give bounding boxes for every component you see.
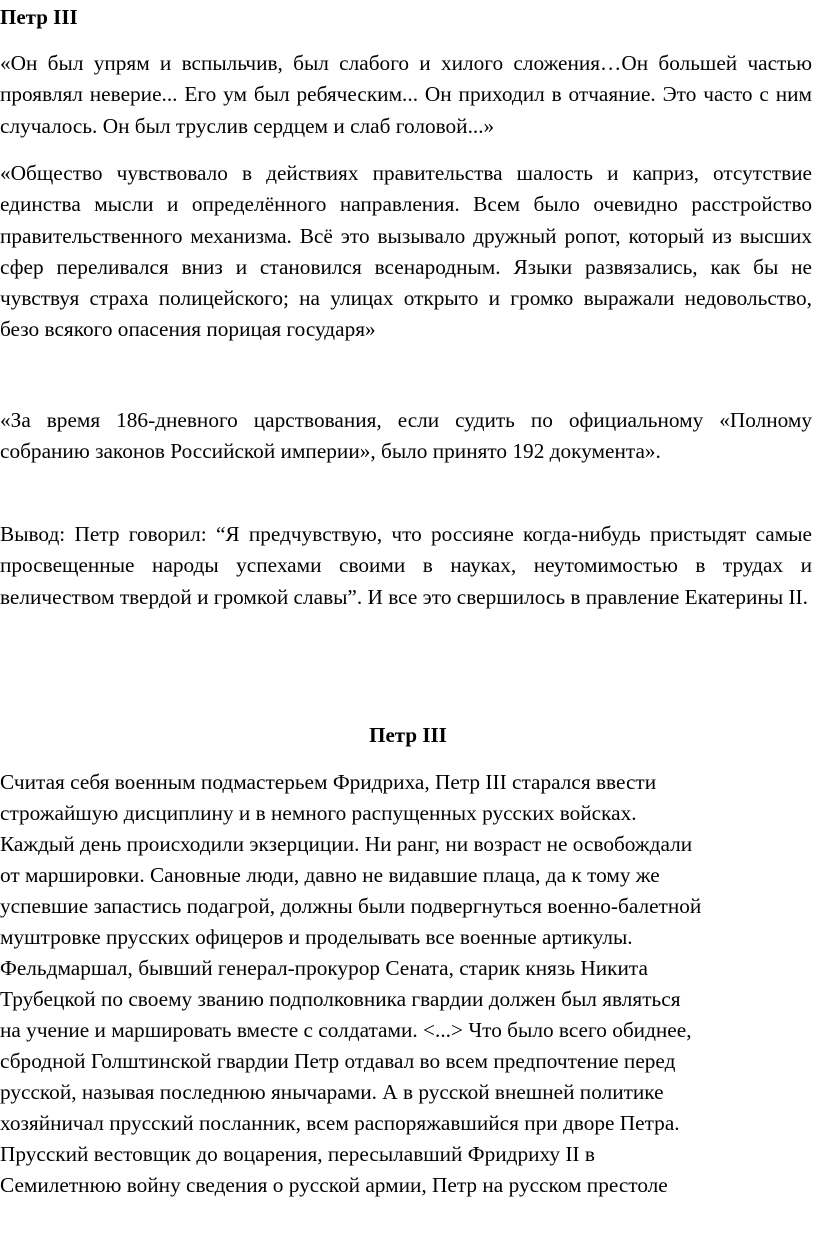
page-title: Петр III (0, 5, 78, 29)
body-line: на учение и маршировать вместе с солдатами. <...> Что было всего обиднее, (0, 1018, 692, 1042)
quote-paragraph-2: «Общество чувствовало в действиях правительства шалость и каприз, отсутствие единства мысли и определённого направления. Всем было очевидно расстройство правительственного механизма. Всё это вызывало дружный ропот, который из высших сфер переливался вниз и становился всенародным. Языки развязались, как бы не чувствуя страха полицейского; на улицах открыто и громко выражали недовольство, безо всякого опасения порицая государя» (0, 161, 812, 342)
body-line: сбродной Голштинской гвардии Петр отдавал во всем предпочтение перед (0, 1049, 676, 1073)
body-line: хозяйничал прусский посланник, всем распоряжавшийся при дворе Петра. (0, 1111, 680, 1135)
body-line: Трубецкой по своему званию подполковника гвардии должен был являться (0, 987, 681, 1011)
quote-paragraph-3: «За время 186-дневного царствования, если судить по официальному «Полному собранию законов Российской империи», было принято 192 документа». (0, 408, 812, 464)
body-line: муштровке прусских офицеров и проделывать все военные артикулы. (0, 925, 633, 949)
body-line: Фельдмаршал, бывший генерал-прокурор Сената, старик князь Никита (0, 956, 648, 980)
body-line: русской, называя последнюю янычарами. А в русской внешней политике (0, 1080, 664, 1104)
conclusion-paragraph: Вывод: Петр говорил: “Я предчувствую, что россияне когда-нибудь пристыдят самые просвещенные народы успехами своими в науках, неутомимостью в трудах и величеством твердой и громкой славы”. И все это свершилось в правление Екатерины II. (0, 522, 812, 609)
body-line: Семилетнюю войну сведения о русской армии, Петр на русском престоле (0, 1173, 668, 1197)
body-line: Каждый день происходили экзерциции. Ни ранг, ни возраст не освобождали (0, 832, 693, 856)
quote-paragraph-1: «Он был упрям и вспыльчив, был слабого и хилого сложения…Он большей частью проявлял неверие... Его ум был ребяческим... Он приходил в отчаяние. Это часто с ним случалось. Он был труслив сердцем и слаб головой...» (0, 51, 812, 138)
body-line: Прусский вестовщик до воцарения, пересылавший Фридриху II в (0, 1142, 595, 1166)
section-body (0, 767, 816, 1201)
body-line: успевшие запастись подагрой, должны были подвергнуться военно-балетной (0, 894, 702, 918)
body-line: Считая себя военным подмастерьем Фридриха, Петр III старался ввести (0, 770, 657, 794)
body-line: от маршировки. Сановные люди, давно не видавшие плаца, да к тому же (0, 863, 660, 887)
body-line: строжайшую дисциплину и в немного распущенных русских войсках. (0, 801, 637, 825)
section-title: Петр III (369, 723, 447, 747)
